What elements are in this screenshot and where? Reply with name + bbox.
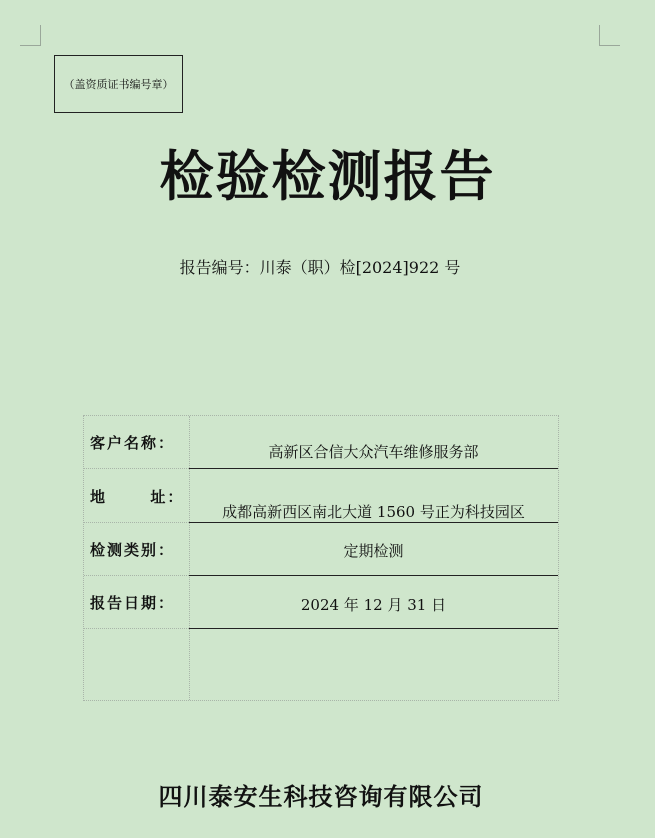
row-divider (84, 468, 189, 469)
company-name: 四川泰安生科技咨询有限公司 (158, 782, 484, 811)
address-label: 地 址： (90, 488, 185, 506)
address-value: 成都高新西区南北大道 1560 号正为科技园区 (222, 503, 525, 521)
test-category-underline (189, 575, 558, 576)
address-underline (189, 522, 558, 523)
report-title: 检验检测报告 (159, 144, 496, 208)
page-corner-mark-top-left (20, 25, 41, 46)
report-date-label: 报告日期： (90, 594, 176, 612)
test-category-value: 定期检测 (343, 542, 404, 560)
page-corner-mark-top-right (599, 25, 620, 46)
report-date-value: 2024 年 12 月 31 日 (300, 596, 447, 614)
client-name-label: 客户名称： (90, 434, 176, 452)
row-divider (84, 522, 189, 523)
client-name-value: 高新区合信大众汽车维修服务部 (268, 443, 479, 461)
report-number: 报告编号：川泰（职）检[2024]922 号 (179, 258, 461, 277)
stamp-placeholder-box (54, 55, 183, 113)
client-info-table (83, 415, 559, 701)
row-divider (84, 575, 189, 576)
client-name-underline (189, 468, 558, 469)
stamp-placeholder-text: （盖资质证书编号章） (63, 78, 174, 91)
report-date-underline (189, 628, 558, 629)
test-category-label: 检测类别： (90, 541, 176, 559)
row-divider (84, 628, 189, 629)
